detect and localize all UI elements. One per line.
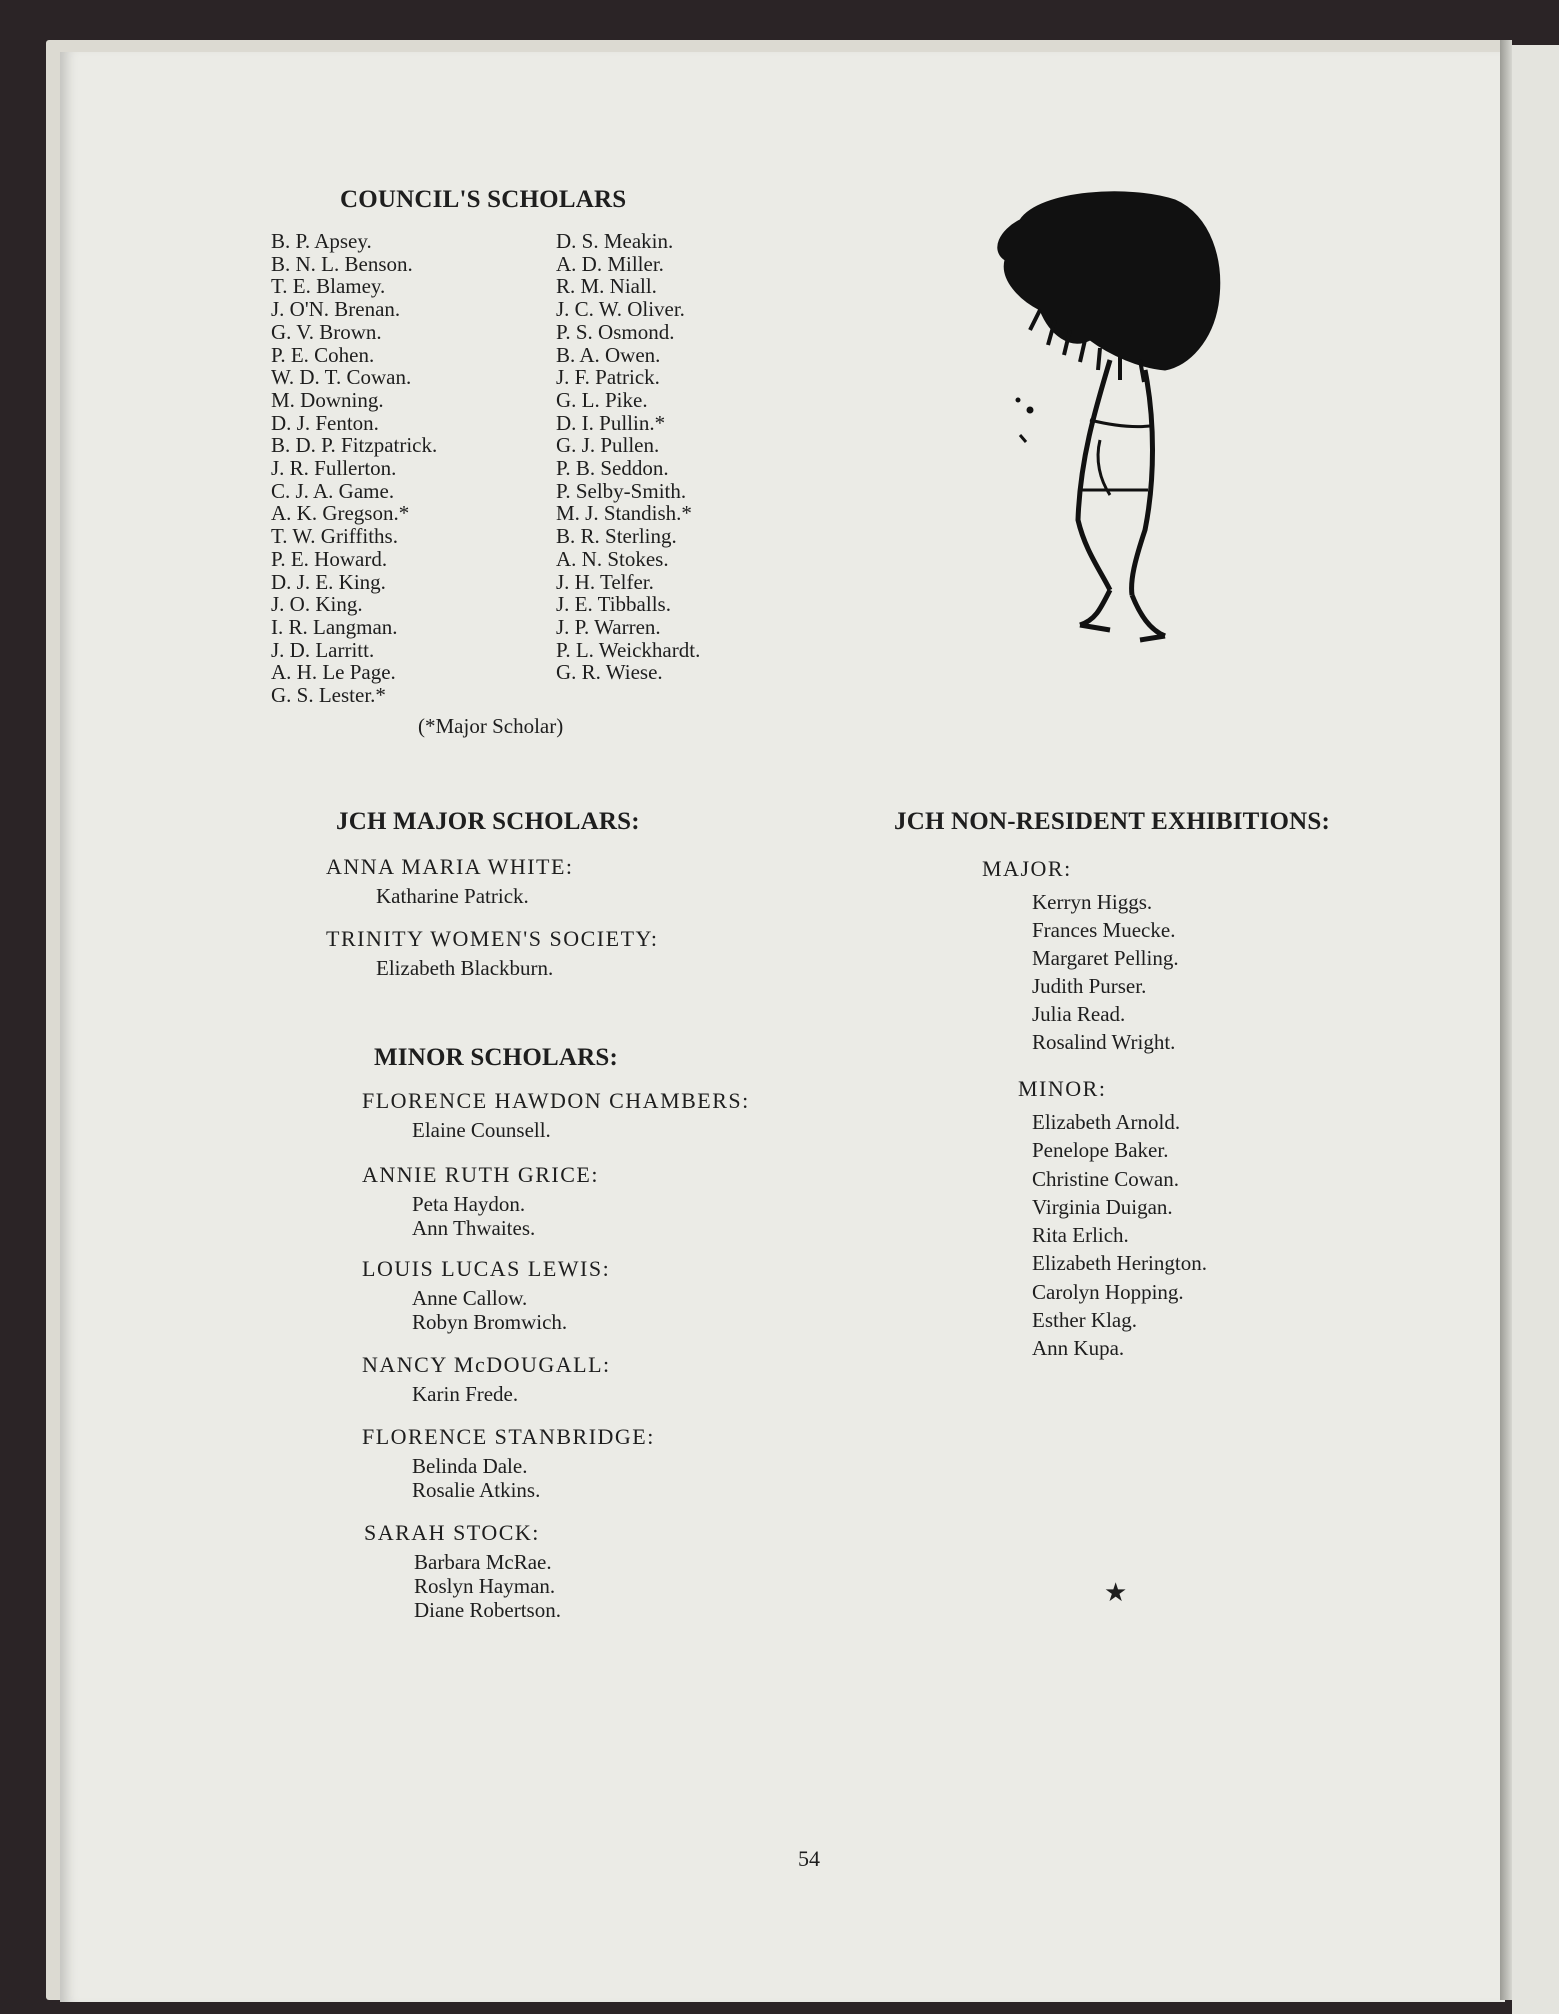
councils-scholars-right-column — [556, 230, 786, 707]
scholar-name: M. Downing. — [271, 387, 384, 412]
award-title: NANCY McDOUGALL: — [362, 1352, 611, 1377]
scholar-name: B. R. Sterling. — [556, 524, 677, 549]
scholar-name: Robyn Bromwich. — [412, 1310, 568, 1334]
scholar-name: D. I. Pullin.* — [556, 410, 666, 435]
scholar-name: J. D. Larritt. — [271, 637, 375, 662]
award-title: TRINITY WOMEN'S SOCIETY: — [326, 926, 659, 951]
scholar-name: Penelope Baker. — [1032, 1138, 1169, 1163]
scholar-name: W. D. T. Cowan. — [271, 365, 412, 390]
scholar-name: A. H. Le Page. — [271, 660, 396, 685]
scholar-name: Rita Erlich. — [1032, 1223, 1129, 1248]
scholar-name: P. Selby-Smith. — [556, 478, 687, 503]
award-title: ANNIE RUTH GRICE: — [362, 1162, 599, 1187]
scholar-name: B. D. P. Fitzpatrick. — [271, 433, 438, 458]
scholar-name: I. R. Langman. — [271, 614, 398, 639]
scholar-name: G. R. Wiese. — [556, 660, 663, 685]
scholar-name: Virginia Duigan. — [1032, 1194, 1173, 1219]
star-ornament: ★ — [1104, 1578, 1128, 1607]
scholar-name: Rosalie Atkins. — [412, 1478, 541, 1502]
scholar-name: G. S. Lester.* — [271, 683, 386, 708]
scholar-name: R. M. Niall. — [556, 274, 657, 299]
scholar-name: Christine Cowan. — [1032, 1166, 1179, 1191]
scholar-name: Julia Read. — [1032, 1002, 1126, 1026]
councils-scholars-heading-wrap — [340, 186, 626, 214]
scholar-name: Frances Muecke. — [1032, 918, 1176, 942]
jch-major-heading: JCH MAJOR SCHOLARS: — [336, 808, 640, 835]
scholar-name: D. J. E. King. — [271, 569, 386, 594]
scholar-name: Judith Purser. — [1032, 974, 1147, 998]
non-resident-minor-group — [1018, 1076, 1207, 1363]
scholar-name: Barbara McRae. — [414, 1550, 552, 1574]
scholar-name: J. E. Tibballs. — [556, 592, 671, 617]
scholar-name: Peta Haydon. — [412, 1192, 526, 1216]
scholar-name: Esther Klag. — [1032, 1308, 1137, 1333]
award-title: ANNA MARIA WHITE: — [326, 854, 574, 879]
scholar-name: T. W. Griffiths. — [271, 524, 398, 549]
scholar-name: Elaine Counsell. — [412, 1118, 551, 1142]
award-title: FLORENCE HAWDON CHAMBERS: — [362, 1088, 750, 1113]
jch-non-resident-heading: JCH NON-RESIDENT EXHIBITIONS: — [894, 808, 1330, 835]
award-title: SARAH STOCK: — [364, 1520, 540, 1545]
scholar-name: A. D. Miller. — [556, 251, 664, 276]
non-resident-minor-list — [1018, 1108, 1207, 1363]
scholar-name: Ann Thwaites. — [412, 1216, 536, 1240]
scholar-name: B. N. L. Benson. — [271, 251, 413, 276]
award-title: MAJOR: — [982, 856, 1072, 881]
book-gutter — [1500, 40, 1512, 2000]
scholar-name: T. E. Blamey. — [271, 274, 386, 299]
scholar-name: M. J. Standish.* — [556, 501, 692, 526]
scholar-name: Katharine Patrick. — [376, 884, 529, 908]
scholar-name: J. H. Telfer. — [556, 569, 654, 594]
minor-group-2 — [362, 1162, 599, 1240]
award-title: MINOR: — [1018, 1076, 1107, 1101]
page-number: 54 — [798, 1846, 820, 1871]
scholar-name: Kerryn Higgs. — [1032, 890, 1153, 914]
scholar-name: J. O'N. Brenan. — [271, 297, 401, 322]
minor-group-5 — [362, 1424, 655, 1502]
jch-major-group-2 — [326, 926, 658, 980]
scholar-name: Elizabeth Blackburn. — [376, 956, 554, 980]
scholar-name: J. P. Warren. — [556, 614, 661, 639]
scholar-name: Rosalind Wright. — [1032, 1030, 1176, 1054]
councils-scholars-heading: COUNCIL'S SCHOLARS — [340, 186, 627, 213]
councils-scholars-list — [271, 230, 786, 707]
scholar-name: Belinda Dale. — [412, 1454, 528, 1478]
scholar-name: B. A. Owen. — [556, 342, 661, 367]
non-resident-major-list — [982, 888, 1179, 1056]
scholar-name: D. J. Fenton. — [271, 410, 379, 435]
minor-group-4 — [362, 1352, 611, 1406]
award-title: LOUIS LUCAS LEWIS: — [362, 1256, 611, 1281]
non-resident-major-group — [982, 856, 1179, 1056]
scholar-name: Elizabeth Arnold. — [1032, 1110, 1181, 1134]
scholar-name: P. B. Seddon. — [556, 456, 669, 481]
next-page-edge — [1512, 45, 1559, 2014]
major-scholar-note: (*Major Scholar) — [418, 714, 564, 738]
scholar-name: P. E. Howard. — [271, 546, 388, 571]
scholar-name: D. S. Meakin. — [556, 229, 674, 253]
scholar-name: P. L. Weickhardt. — [556, 637, 701, 662]
scholar-name: B. P. Apsey. — [271, 229, 372, 253]
scholar-name: Anne Callow. — [412, 1286, 528, 1310]
scholar-name: Margaret Pelling. — [1032, 946, 1179, 970]
scholar-name: P. S. Osmond. — [556, 319, 675, 344]
minor-scholars-heading: MINOR SCHOLARS: — [374, 1044, 618, 1071]
minor-group-3 — [362, 1256, 610, 1334]
scholar-name: A. K. Gregson.* — [271, 501, 410, 526]
scholar-name: J. C. W. Oliver. — [556, 297, 685, 322]
major-scholar-note-wrap — [418, 714, 563, 739]
minor-group-6 — [364, 1520, 561, 1622]
scholar-name: Karin Frede. — [412, 1382, 519, 1406]
scholar-name: J. R. Fullerton. — [271, 456, 397, 481]
scholar-name: Roslyn Hayman. — [414, 1574, 556, 1598]
scholar-name: C. J. A. Game. — [271, 478, 395, 503]
scholar-name: Elizabeth Herington. — [1032, 1251, 1207, 1276]
scholar-name: Ann Kupa. — [1032, 1336, 1125, 1361]
scholar-name: J. O. King. — [271, 592, 363, 617]
scholar-name: J. F. Patrick. — [556, 365, 660, 390]
cartoon-figure-illustration — [960, 190, 1240, 660]
scholar-name: Carolyn Hopping. — [1032, 1279, 1184, 1304]
councils-scholars-left-column — [271, 230, 556, 707]
jch-major-heading-wrap — [336, 808, 640, 836]
jch-major-group-1 — [326, 854, 574, 908]
scholar-name: G. J. Pullen. — [556, 433, 660, 458]
scholar-name: P. E. Cohen. — [271, 342, 375, 367]
minor-group-1 — [362, 1088, 750, 1142]
scholar-name: A. N. Stokes. — [556, 546, 669, 571]
scholar-name: Diane Robertson. — [414, 1598, 561, 1622]
award-title: FLORENCE STANBRIDGE: — [362, 1424, 655, 1449]
scholar-name: G. L. Pike. — [556, 387, 648, 412]
minor-scholars-heading-wrap — [374, 1044, 618, 1072]
jch-non-resident-heading-wrap — [894, 808, 1330, 836]
scholar-name: G. V. Brown. — [271, 319, 382, 344]
